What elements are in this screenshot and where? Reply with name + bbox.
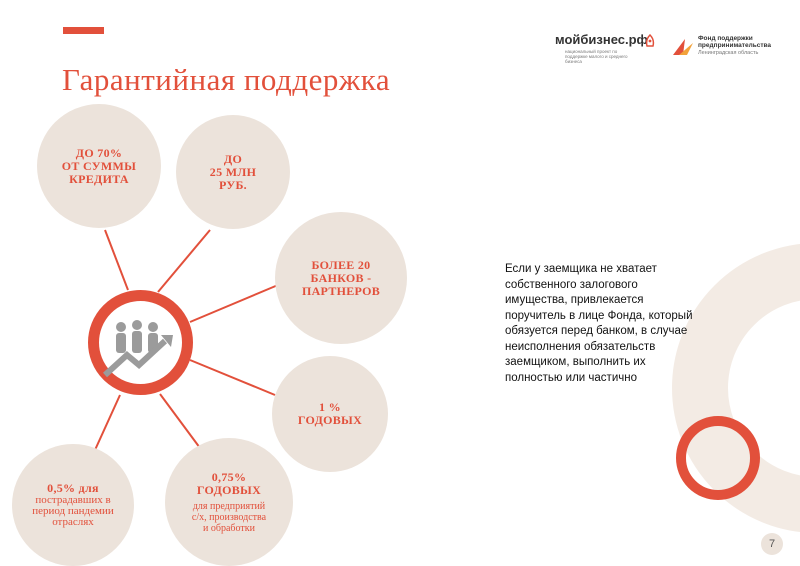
description-line: полностью или частично	[505, 371, 637, 384]
circle-text: ГОДОВЫХ	[297, 413, 363, 427]
circle-text: отраслях	[52, 516, 94, 528]
description-line: поручитель в лице Фонда, который	[505, 309, 693, 322]
people-growth-icon	[99, 301, 182, 384]
circle-text: 25 МЛН	[209, 164, 257, 179]
description-line: собственного залогового	[505, 278, 638, 291]
circle-text: пострадавших в	[35, 494, 111, 506]
moybiznes-logo-name: мойбизнес.рф	[555, 32, 648, 47]
circle-text: период пандемии	[32, 505, 114, 517]
benefit-circle-guarantee-share	[37, 104, 161, 228]
circle-text: ПАРТНЕРОВ	[301, 283, 381, 298]
circle-text: БАНКОВ -	[310, 270, 372, 285]
description-line: обязуется перед банком, в случае	[505, 325, 688, 337]
description-line: Если у заемщика не хватает	[505, 263, 657, 275]
fund-logo-line2: предпринимательства	[698, 42, 772, 49]
circle-text: 0,75%	[211, 469, 247, 484]
benefit-circle-pandemic-rate	[12, 444, 134, 566]
description-line: имущества, привлекается	[505, 294, 644, 306]
fund-logo-region: Ленинградская область	[698, 50, 759, 56]
circle-text: ДО	[223, 151, 243, 166]
circle-note: и обработки	[203, 522, 255, 534]
circle-text: ОТ СУММЫ	[61, 158, 137, 173]
circle-text: ГОДОВЫХ	[196, 482, 262, 497]
page-title: Гарантийная поддержка	[62, 62, 391, 97]
fund-logo-line1: Фонд поддержки	[698, 35, 753, 42]
description-line: заемщиком, выполнить их	[505, 356, 646, 368]
benefit-circle-max-amount	[176, 115, 290, 229]
circle-text: 0,5% для	[47, 481, 99, 495]
page-number: 7	[761, 533, 783, 555]
circle-text: РУБ.	[219, 177, 247, 192]
circle-text: БОЛЕЕ 20	[311, 257, 371, 272]
circle-text: ДО 70%	[75, 145, 123, 160]
benefit-circle-agri-rate	[165, 438, 293, 566]
circle-text: КРЕДИТА	[69, 171, 129, 186]
benefit-circle-annual-rate	[272, 356, 388, 472]
benefit-circle-partner-banks	[275, 212, 407, 344]
circle-note: для предприятий	[192, 500, 266, 512]
circle-note: с/х, производства	[191, 511, 267, 523]
hub-circle	[88, 290, 193, 395]
circle-text: 1 %	[319, 400, 341, 414]
guarantee-description	[505, 262, 755, 386]
description-line: неисполнения обязательств	[505, 340, 656, 353]
moybiznes-logo-tagline: национальный проект по поддержке малого и среднего бизнеса	[565, 49, 628, 64]
